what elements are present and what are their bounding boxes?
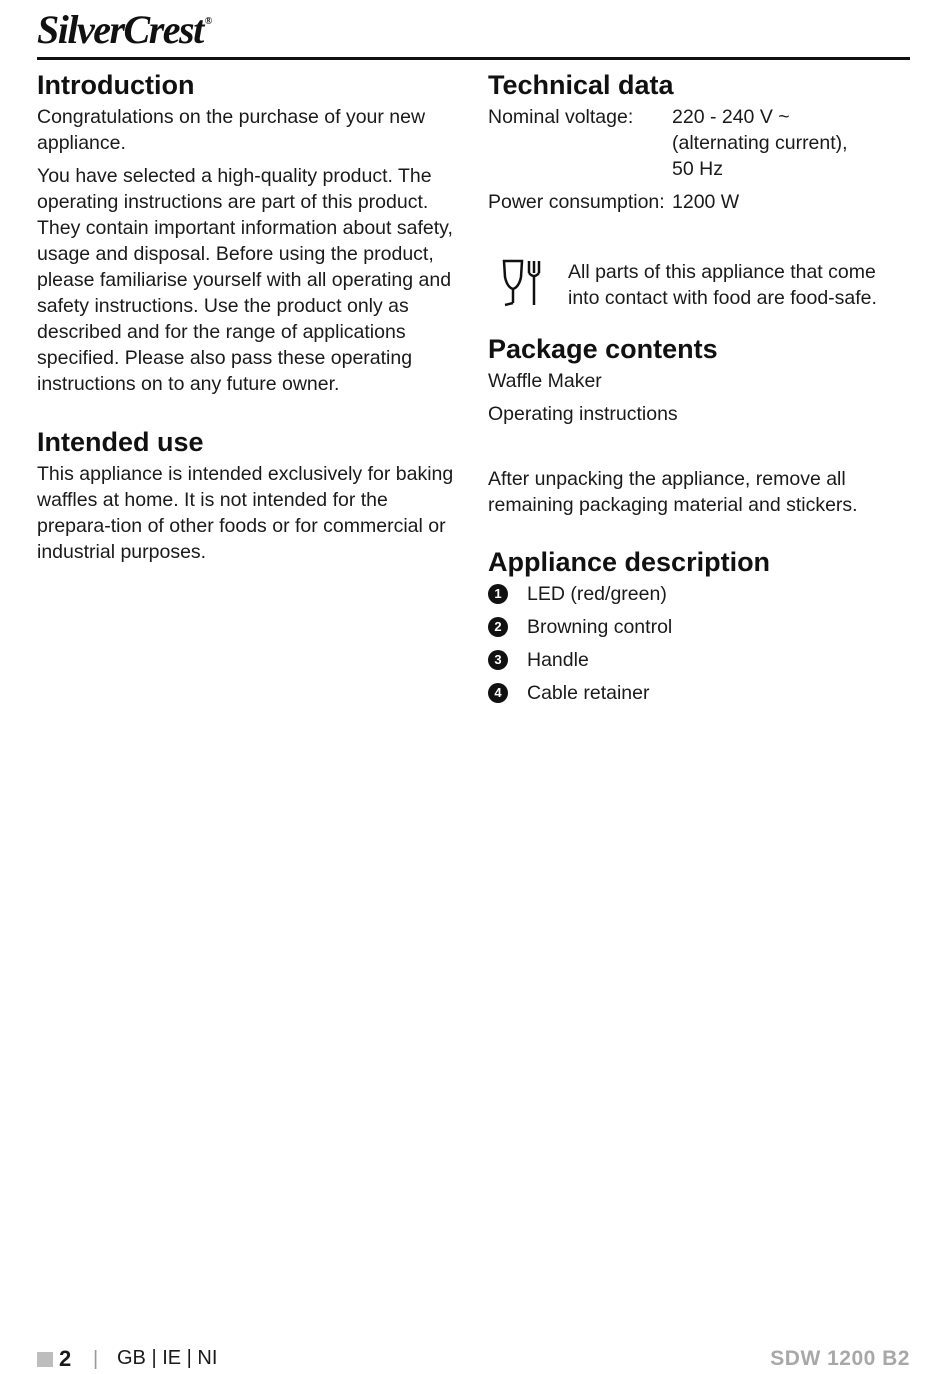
item-number-badge: 3 bbox=[488, 650, 508, 670]
introduction-paragraph-2: You have selected a high-quality product. The operating instructions are part of this product. They contain important information about safety, usage and disposal. Before using the product, please familiarise yourself with all operating and safety instructions. Use the product only as described and for the range of applications specified. Please also pass these operating instructions on to any future owner. bbox=[37, 165, 453, 395]
right-column bbox=[488, 66, 913, 713]
appliance-item bbox=[488, 614, 913, 640]
appliance-item bbox=[488, 647, 913, 673]
appliance-item-label: LED (red/green) bbox=[527, 583, 667, 605]
package-contents-heading: Package contents bbox=[488, 334, 718, 364]
brand-logo: SilverCrest ® bbox=[37, 7, 211, 52]
item-number-badge: 4 bbox=[488, 683, 508, 703]
appliance-item bbox=[488, 680, 913, 706]
appliance-item-label: Cable retainer bbox=[527, 682, 650, 704]
appliance-item bbox=[488, 581, 913, 607]
model-number: SDW 1200 B2 bbox=[770, 1347, 910, 1370]
intended-use-heading: Intended use bbox=[37, 427, 204, 457]
tech-row-voltage bbox=[488, 104, 913, 182]
appliance-item-label: Handle bbox=[527, 649, 589, 671]
tech-label-power: Power consumption: bbox=[488, 191, 665, 213]
tech-row-power bbox=[488, 189, 913, 215]
header-rule bbox=[37, 57, 910, 60]
footer-separator: | bbox=[93, 1348, 99, 1370]
package-item: Operating instructions bbox=[488, 403, 678, 425]
tech-value-voltage: 220 - 240 V ~ (alternating current), 50 Hz bbox=[672, 106, 848, 180]
tech-label-voltage: Nominal voltage: bbox=[488, 106, 634, 128]
page-number: 2 bbox=[59, 1346, 72, 1371]
technical-data-heading: Technical data bbox=[488, 70, 674, 100]
item-number-badge: 1 bbox=[488, 584, 508, 604]
intended-use-text: This appliance is intended exclusively for baking waffles at home. It is not intended for the prepara-tion of other foods or for commercial or industrial purposes. bbox=[37, 463, 454, 563]
tech-value-power: 1200 W bbox=[672, 191, 740, 213]
appliance-item-label: Browning control bbox=[527, 616, 673, 638]
food-safe-text: All parts of this appliance that come into contact with food are food-safe. bbox=[568, 261, 877, 309]
appliance-description-heading: Appliance description bbox=[488, 547, 771, 577]
package-item: Waffle Maker bbox=[488, 370, 602, 392]
package-note: After unpacking the appliance, remove all remaining packaging material and stickers. bbox=[488, 468, 858, 516]
footer-countries: GB | IE | NI bbox=[117, 1347, 218, 1369]
page-footer bbox=[37, 1344, 910, 1374]
food-safe-glass-fork-icon bbox=[500, 259, 546, 309]
introduction-paragraph-1: Congratulations on the purchase of your new appliance. bbox=[37, 106, 426, 154]
left-column bbox=[37, 66, 465, 565]
introduction-heading: Introduction bbox=[37, 70, 195, 100]
footer-square-marker bbox=[37, 1352, 53, 1367]
item-number-badge: 2 bbox=[488, 617, 508, 637]
food-safe-notice bbox=[488, 259, 913, 311]
